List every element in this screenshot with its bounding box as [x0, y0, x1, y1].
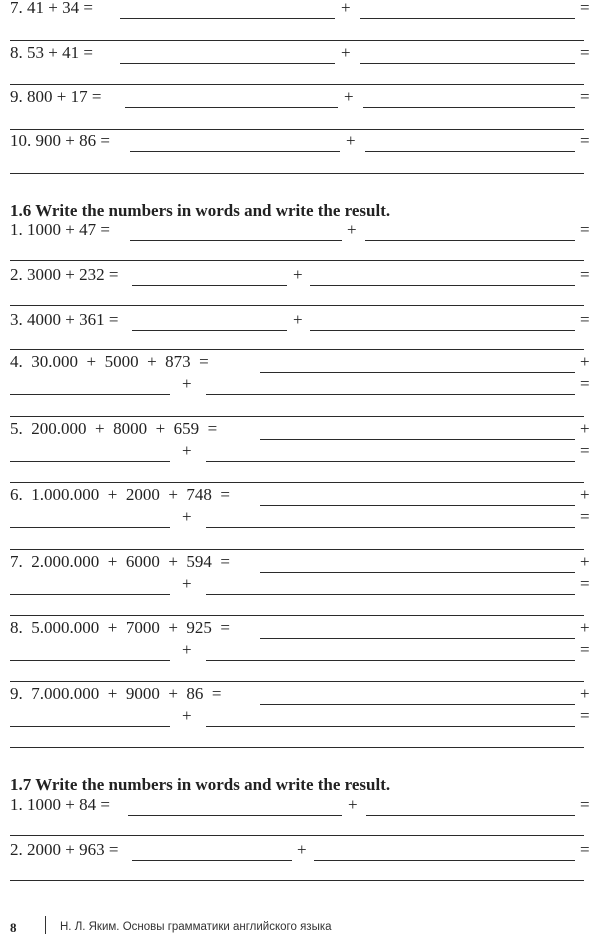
exercise-row [10, 0, 592, 22]
equals-sign: = [580, 0, 590, 17]
footer-divider [45, 916, 46, 934]
exercise-row-continuation [10, 376, 592, 398]
exercise-row [10, 554, 592, 576]
answer-blank[interactable] [365, 151, 575, 152]
plus-sign: + [580, 419, 590, 438]
plus-sign: + [293, 265, 303, 284]
answer-blank[interactable] [314, 860, 575, 861]
plus-sign: + [341, 0, 351, 17]
plus-sign: + [297, 840, 307, 859]
answer-blank[interactable] [10, 527, 170, 528]
plus-sign: + [348, 795, 358, 814]
exercise-row [10, 487, 592, 509]
result-line[interactable] [10, 84, 584, 85]
exercise-row [10, 620, 592, 642]
plus-sign: + [346, 131, 356, 150]
exercise-row-continuation [10, 708, 592, 730]
exercise-row [10, 797, 592, 819]
answer-blank[interactable] [366, 815, 575, 816]
page-number: 8 [10, 920, 17, 935]
result-line[interactable] [10, 416, 584, 417]
answer-blank[interactable] [260, 638, 575, 639]
equals-sign: = [580, 265, 590, 284]
equals-sign: = [580, 795, 590, 814]
answer-blank[interactable] [260, 372, 575, 373]
footer-text: Н. Л. Яким. Основы грамматики английского языка [60, 921, 332, 933]
expression: 1. 1000 + 84 = [10, 795, 110, 814]
plus-sign: + [182, 507, 192, 526]
answer-blank[interactable] [10, 594, 170, 595]
plus-sign: + [580, 552, 590, 571]
expression: 9. 800 + 17 = [10, 87, 102, 106]
expression: 10. 900 + 86 = [10, 131, 110, 150]
plus-sign: + [580, 485, 590, 504]
answer-blank[interactable] [130, 151, 340, 152]
equals-sign: = [580, 310, 590, 329]
equals-sign: = [580, 640, 590, 659]
expression: 6. 1.000.000 + 2000 + 748 = [10, 485, 231, 504]
plus-sign: + [347, 220, 357, 239]
expression: 7. 2.000.000 + 6000 + 594 = [10, 552, 231, 571]
result-line[interactable] [10, 129, 584, 130]
answer-blank[interactable] [365, 240, 575, 241]
answer-blank[interactable] [363, 107, 575, 108]
answer-blank[interactable] [260, 439, 575, 440]
plus-sign: + [182, 441, 192, 460]
answer-blank[interactable] [132, 860, 292, 861]
expression: 1. 1000 + 47 = [10, 220, 110, 239]
exercise-row [10, 45, 592, 67]
equals-sign: = [580, 220, 590, 239]
equals-sign: = [580, 374, 590, 393]
answer-blank[interactable] [120, 18, 335, 19]
expression: 8. 53 + 41 = [10, 43, 93, 62]
section-heading: 1.6 Write the numbers in words and write the result. [10, 201, 391, 220]
plus-sign: + [344, 87, 354, 106]
plus-sign: + [341, 43, 351, 62]
expression: 7. 41 + 34 = [10, 0, 93, 17]
answer-blank[interactable] [206, 527, 575, 528]
answer-blank[interactable] [206, 726, 575, 727]
plus-sign: + [182, 706, 192, 725]
equals-sign: = [580, 43, 590, 62]
answer-blank[interactable] [260, 704, 575, 705]
answer-blank[interactable] [360, 18, 575, 19]
exercise-row [10, 421, 592, 443]
equals-sign: = [580, 87, 590, 106]
expression: 3. 4000 + 361 = [10, 310, 119, 329]
result-line[interactable] [10, 549, 584, 550]
plus-sign: + [580, 618, 590, 637]
answer-blank[interactable] [310, 285, 575, 286]
answer-blank[interactable] [260, 505, 575, 506]
exercise-row [10, 354, 592, 376]
result-line[interactable] [10, 349, 584, 350]
result-line[interactable] [10, 747, 584, 748]
exercise-row-continuation [10, 443, 592, 465]
answer-blank[interactable] [130, 240, 342, 241]
equals-sign: = [580, 441, 590, 460]
exercise-row [10, 267, 592, 289]
exercise-row [10, 133, 592, 155]
plus-sign: + [182, 640, 192, 659]
expression: 5. 200.000 + 8000 + 659 = [10, 419, 218, 438]
exercise-row-continuation [10, 642, 592, 664]
exercise-row-continuation [10, 509, 592, 531]
answer-blank[interactable] [206, 660, 575, 661]
expression: 8. 5.000.000 + 7000 + 925 = [10, 618, 231, 637]
exercise-row [10, 312, 592, 334]
result-line[interactable] [10, 40, 584, 41]
plus-sign: + [182, 374, 192, 393]
result-line[interactable] [10, 305, 584, 306]
answer-blank[interactable] [10, 660, 170, 661]
answer-blank[interactable] [128, 815, 342, 816]
plus-sign: + [182, 574, 192, 593]
exercise-row [10, 89, 592, 111]
equals-sign: = [580, 131, 590, 150]
answer-blank[interactable] [132, 330, 287, 331]
plus-sign: + [580, 352, 590, 371]
exercise-row [10, 222, 592, 244]
answer-blank[interactable] [10, 726, 170, 727]
answer-blank[interactable] [206, 394, 575, 395]
expression: 2. 2000 + 963 = [10, 840, 119, 859]
answer-blank[interactable] [10, 394, 170, 395]
result-line[interactable] [10, 880, 584, 881]
answer-blank[interactable] [120, 63, 335, 64]
exercise-row-continuation [10, 576, 592, 598]
answer-blank[interactable] [310, 330, 575, 331]
section-heading: 1.7 Write the numbers in words and write the result. [10, 775, 391, 794]
result-line[interactable] [10, 835, 584, 836]
result-line[interactable] [10, 615, 584, 616]
equals-sign: = [580, 706, 590, 725]
answer-blank[interactable] [260, 572, 575, 573]
answer-blank[interactable] [206, 594, 575, 595]
equals-sign: = [580, 507, 590, 526]
result-line[interactable] [10, 173, 584, 174]
result-line[interactable] [10, 482, 584, 483]
plus-sign: + [580, 684, 590, 703]
answer-blank[interactable] [125, 107, 338, 108]
equals-sign: = [580, 574, 590, 593]
result-line[interactable] [10, 681, 584, 682]
exercise-row [10, 842, 592, 864]
expression: 4. 30.000 + 5000 + 873 = [10, 352, 209, 371]
expression: 2. 3000 + 232 = [10, 265, 119, 284]
answer-blank[interactable] [206, 461, 575, 462]
answer-blank[interactable] [10, 461, 170, 462]
result-line[interactable] [10, 260, 584, 261]
plus-sign: + [293, 310, 303, 329]
expression: 9. 7.000.000 + 9000 + 86 = [10, 684, 222, 703]
answer-blank[interactable] [132, 285, 287, 286]
equals-sign: = [580, 840, 590, 859]
exercise-row [10, 686, 592, 708]
answer-blank[interactable] [360, 63, 575, 64]
